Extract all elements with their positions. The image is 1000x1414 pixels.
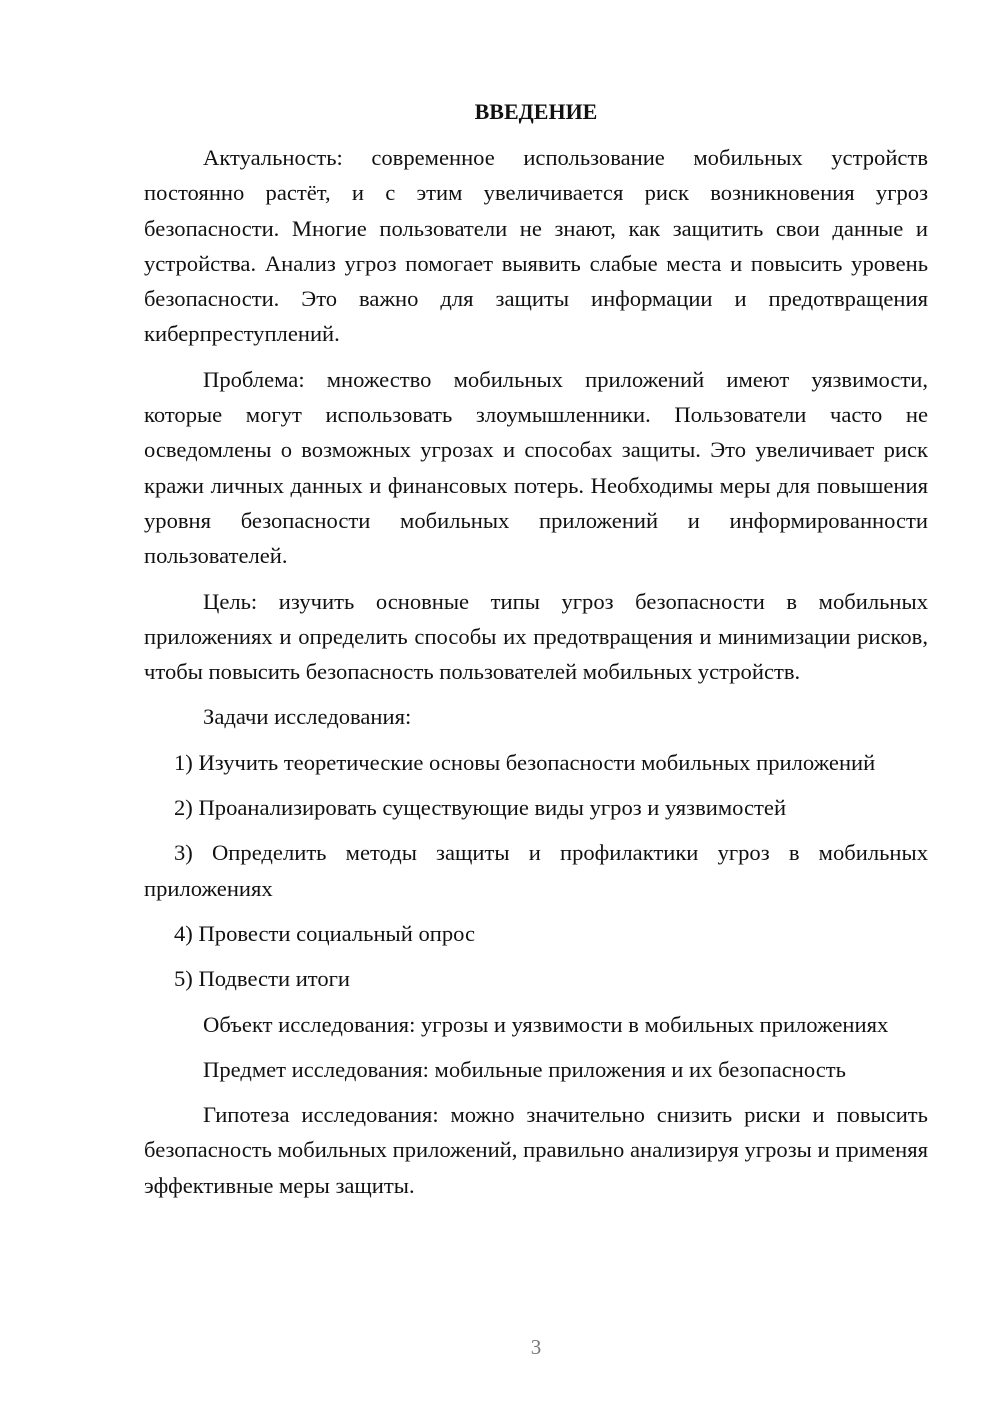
task-list-item: 5) Подвести итоги <box>174 966 351 992</box>
paragraph-tasks-heading: Задачи исследования: <box>203 704 412 730</box>
task-list-item: 3) Определить методы защиты и профилактики угроз в мобильных приложениях <box>144 840 928 901</box>
section-title: ВВЕДЕНИЕ <box>474 99 598 124</box>
task-list-item: 4) Провести социальный опрос <box>174 920 476 946</box>
task-list-item: 1) Изучить теоретические основы безопасности мобильных приложений <box>174 749 876 775</box>
task-list-item: 2) Проанализировать существующие виды угроз и уязвимостей <box>174 795 787 821</box>
paragraph-subject: Предмет исследования: мобильные приложения и их безопасность <box>203 1056 846 1082</box>
paragraph-relevance: Актуальность: современное использование мобильных устройств постоянно растёт, и с этим увеличивается риск возникновения угроз безопасности. Многие пользователи не знают, как защитить свои данные и устройства. Анализ угроз помогает выявить слабые места и повысить уровень безопасности. Это важно для защиты информации и предотвращения киберпреступлений. <box>144 145 928 347</box>
task-list <box>144 745 928 997</box>
page-number: 3 <box>530 1335 542 1359</box>
paragraph-hypothesis: Гипотеза исследования: можно значительно снизить риски и повысить безопасность мобильных приложений, правильно анализируя угрозы и применяя эффективные меры защиты. <box>144 1102 928 1198</box>
paragraph-goal: Цель: изучить основные типы угроз безопасности в мобильных приложениях и определить способы их предотвращения и минимизации рисков, чтобы повысить безопасность пользователей мобильных устройств. <box>144 588 928 685</box>
page-content <box>144 94 928 1213</box>
paragraph-object: Объект исследования: угрозы и уязвимости в мобильных приложениях <box>203 1011 889 1037</box>
paragraph-problem: Проблема: множество мобильных приложений имеют уязвимости, которые могут использовать злоумышленники. Пользователи часто не осведомлены о возможных угрозах и способах защиты. Это увеличивает риск кражи личных данных и финансовых потерь. Необходимы меры для повышения уровня безопасности мобильных приложений и информированности пользователей. <box>144 366 928 569</box>
